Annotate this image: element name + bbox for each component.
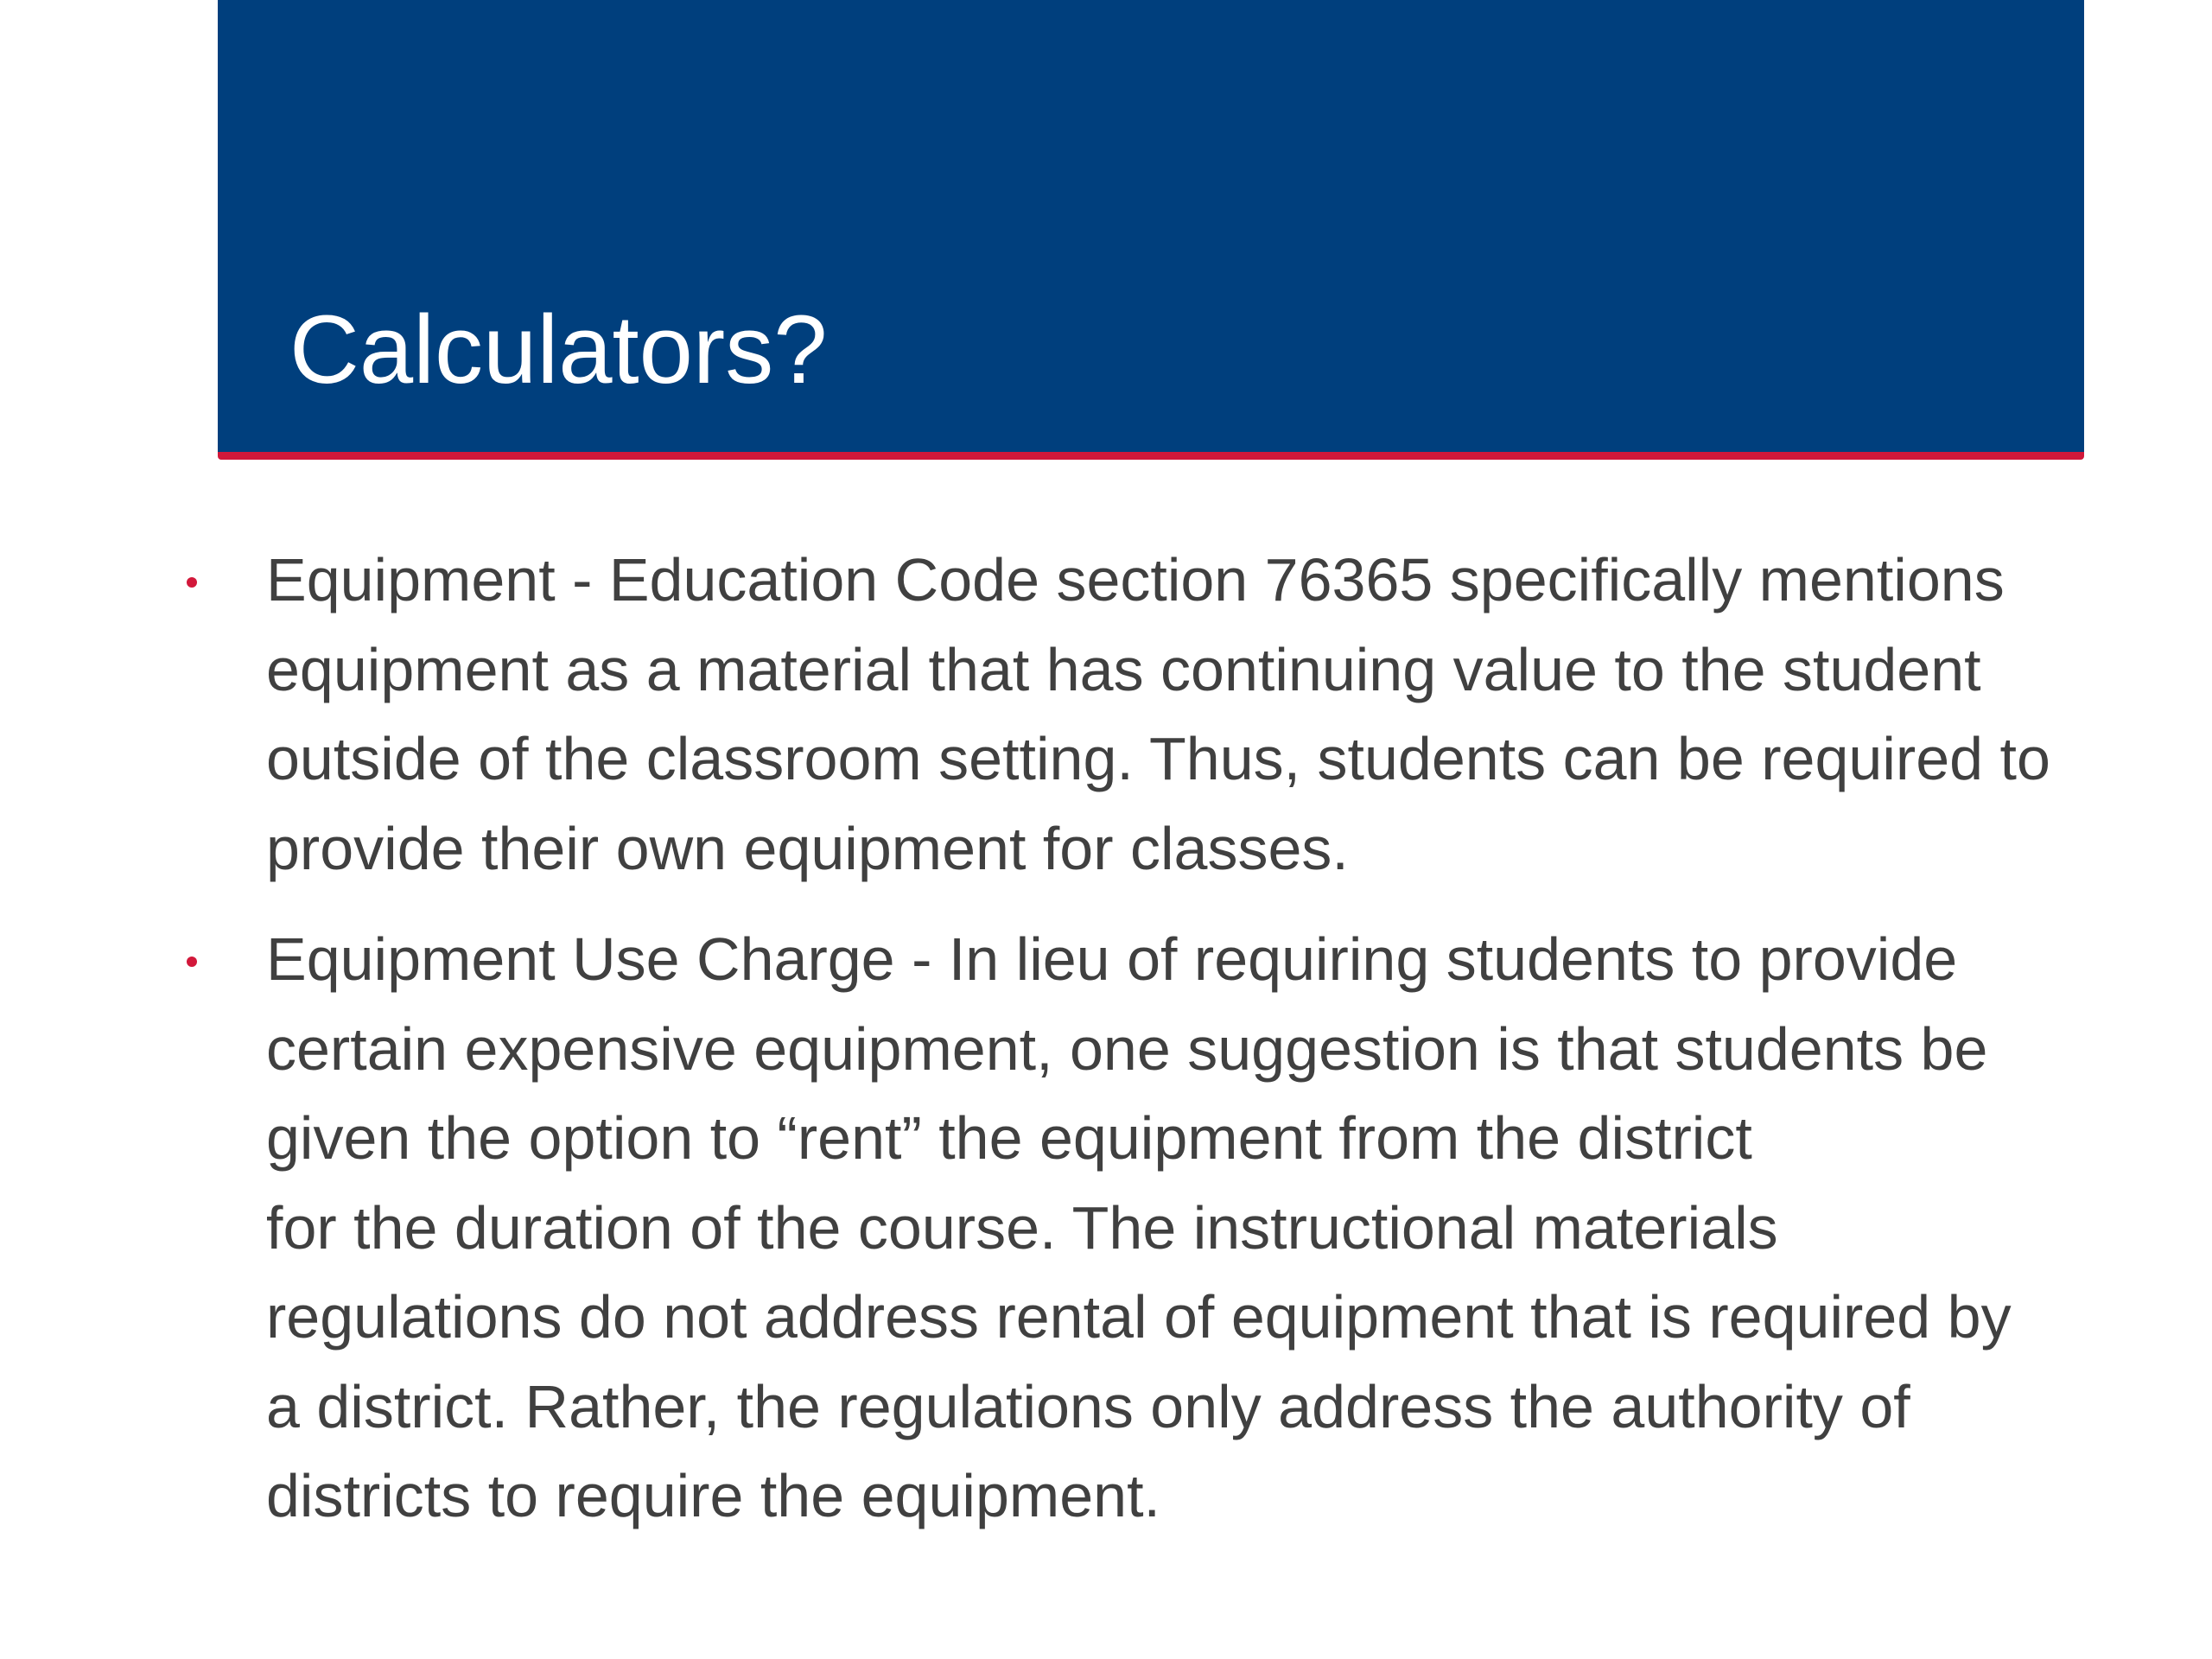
bullet-text xyxy=(266,536,2126,893)
slide-title: Calculators? xyxy=(289,296,828,404)
bullet-text-line: outside of the classroom setting. Thus, students can be required to xyxy=(266,725,2050,792)
bullet-text-line: given the option to “rent” the equipment from the district xyxy=(266,1104,1752,1172)
bullet-text-line: Equipment Use Charge - In lieu of requiring students to provide xyxy=(266,925,1958,993)
bullet-text xyxy=(266,915,2126,1541)
bullet-text-line: districts to require the equipment. xyxy=(266,1462,1160,1529)
bullet-item-equipment-use-charge xyxy=(173,915,2126,1541)
bullet-text-line: provide their own equipment for classes. xyxy=(266,814,1349,882)
bullet-text-line: equipment as a material that has continuing value to the student xyxy=(266,635,1981,703)
title-underline xyxy=(218,452,2084,460)
bullet-text-line: certain expensive equipment, one suggestion is that students be xyxy=(266,1014,1988,1083)
bullet-item-equipment xyxy=(173,536,2126,893)
bullet-dot-icon xyxy=(187,577,197,588)
bullet-list xyxy=(173,536,2126,1563)
bullet-text-line: regulations do not address rental of equipment that is required by xyxy=(266,1283,2012,1351)
bullet-text-line: Equipment - Education Code section 76365 specifically mentions xyxy=(266,546,2005,613)
bullet-text-line: for the duration of the course. The instructional materials xyxy=(266,1193,1778,1262)
bullet-text-line: a district. Rather, the regulations only address the authority of xyxy=(266,1372,1910,1440)
bullet-dot-icon xyxy=(187,957,197,967)
